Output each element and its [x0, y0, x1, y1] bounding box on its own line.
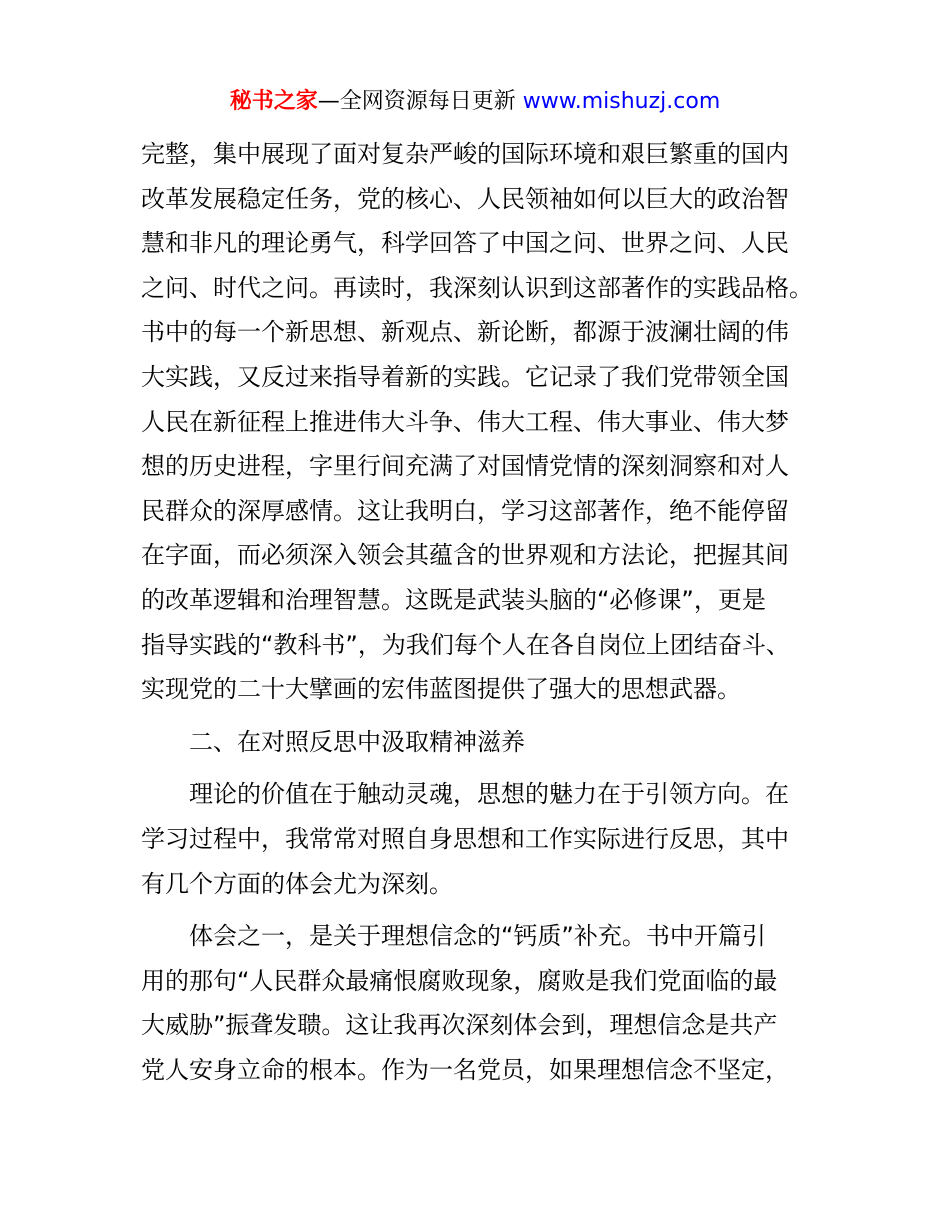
body-line: 指导实践的“教科书”，为我们每个人在各自岗位上团结奋斗、: [141, 630, 790, 659]
body-line: 慧和非凡的理论勇气，科学回答了中国之问、世界之问、人民: [141, 229, 789, 258]
site-header: [0, 86, 950, 118]
document-body: [141, 132, 813, 1092]
body-line: 大实践，又反过来指导着新的实践。它记录了我们党带领全国: [141, 362, 789, 391]
body-line: 大威胁”振聋发聩。这让我再次深刻体会到，理想信念是共产: [141, 1011, 778, 1040]
body-line: 学习过程中，我常常对照自身思想和工作实际进行反思，其中: [141, 824, 789, 853]
site-url-link[interactable]: www.mishuzj.com: [522, 89, 721, 114]
body-line: 民群众的深厚感情。这让我明白，学习这部著作，绝不能停留: [141, 496, 789, 525]
body-line: 有几个方面的体会尤为深刻。: [141, 869, 453, 898]
body-line: 在字面，而必须深入领会其蕴含的世界观和方法论，把握其间: [141, 541, 789, 570]
body-line: 实现党的二十大擘画的宏伟蓝图提供了强大的思想武器。: [141, 675, 741, 704]
body-line: 人民在新征程上推进伟大斗争、伟大工程、伟大事业、伟大梦: [141, 407, 789, 436]
site-tagline: —全网资源每日更新: [317, 89, 523, 114]
body-line: 理论的价值在于触动灵魂，思想的魅力在于引领方向。在: [189, 780, 789, 809]
body-line: 书中的每一个新思想、新观点、新论断，都源于波澜壮阔的伟: [141, 318, 789, 347]
body-line: 党人安身立命的根本。作为一名党员，如果理想信念不坚定，: [141, 1055, 789, 1084]
body-line: 体会之一，是关于理想信念的“钙质”补充。书中开篇引: [189, 922, 766, 951]
body-line: 想的历史进程，字里行间充满了对国情党情的深刻洞察和对人: [141, 452, 789, 481]
body-line: 之问、时代之问。再读时，我深刻认识到这部著作的实践品格。: [141, 273, 813, 302]
site-brand: 秘书之家: [229, 89, 318, 114]
body-line: 的改革逻辑和治理智慧。这既是武装头脑的“必修课”，更是: [141, 585, 766, 614]
body-line: 改革发展稳定任务，党的核心、人民领袖如何以巨大的政治智: [141, 184, 789, 213]
section-heading: 二、在对照反思中汲取精神滋养: [189, 727, 525, 756]
body-line: 完整，集中展现了面对复杂严峻的国际环境和艰巨繁重的国内: [141, 140, 789, 168]
body-line: 用的那句“人民群众最痛恨腐败现象，腐败是我们党面临的最: [141, 966, 778, 995]
